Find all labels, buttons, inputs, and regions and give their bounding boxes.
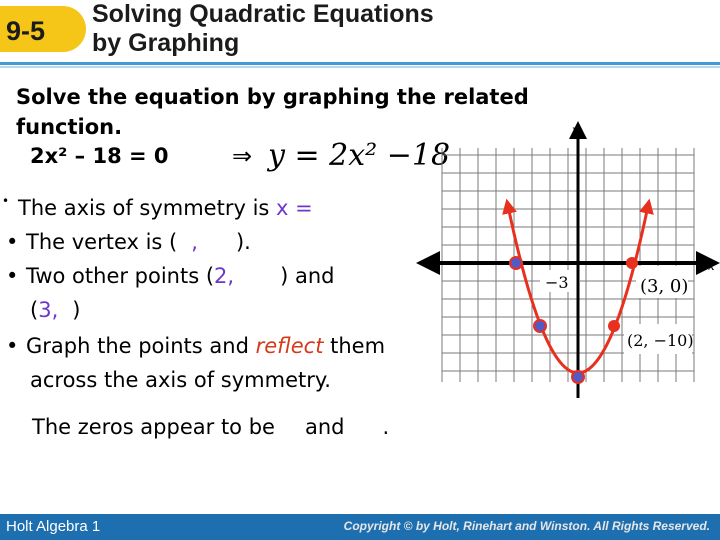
point-x-3: 3, [38,298,59,322]
tick-label-neg3: −3 [545,273,569,292]
equation-left: 2x² – 18 = 0 [30,144,169,168]
point-2-neg10 [608,320,620,332]
bullet-dot: • [6,264,19,288]
instruction-line-1: Solve the equation by graphing the related [16,85,529,109]
zeros-text: The zeros appear to be [32,415,275,439]
bullet-dot: • [6,334,19,358]
reflect-word: reflect [255,334,324,358]
bullet-text: The vertex is ( [26,230,178,254]
point-neg3-0 [510,257,522,269]
axis-variable: x = [276,196,313,220]
vertex-close: ). [235,230,251,254]
footer-copyright: Copyright © by Holt, Rinehart and Winston. All Rights Reserved. [343,519,710,533]
slide-footer [0,514,720,540]
paren-close: ) [72,298,81,322]
footer-course: Holt Algebra 1 [6,518,101,535]
function-equation: y = 2x² −18 [268,138,451,173]
bullet-text: Two other points ( [26,264,215,288]
lesson-number: 9-5 [6,16,46,46]
implies-arrow: ⇒ [232,142,253,170]
bullet-dot: • [6,230,19,254]
zeros-period: . [382,415,390,439]
point-label-2-neg10: (2, −10) [627,331,694,350]
point-neg2-neg10 [534,320,546,332]
bullet-tail: them [330,334,386,358]
point-x-2: 2, [214,264,235,288]
vertex-comma: , [191,230,198,254]
bullet-dot: • [2,194,10,208]
point-3-0 [626,257,638,269]
title-line-2: by Graphing [92,29,240,57]
bullet-text: The axis of symmetry is [18,196,270,220]
point-vertex [572,371,584,383]
points-and: ) and [280,264,335,288]
x-axis-label: x [708,259,715,273]
point-label-3-0: (3, 0) [640,276,689,297]
paren-open: ( [30,298,39,322]
zeros-and: and [304,415,345,439]
bullet-text: Graph the points and [26,334,249,358]
instruction-line-2: function. [16,115,123,139]
title-line-1: Solving Quadratic Equations [92,0,434,28]
y-axis-label: y [572,123,579,137]
bullet-graph-points-2: across the axis of symmetry. [30,368,331,392]
